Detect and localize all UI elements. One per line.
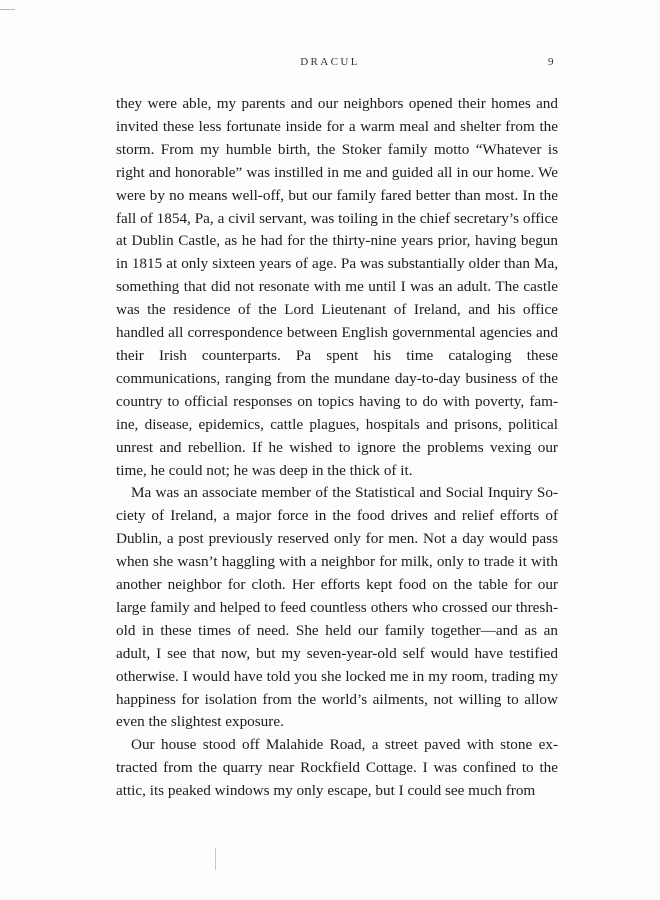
paragraph-3: Our house stood off Malahide Road, a street paved with stone extracted from the quarry near Rockfield Cottage. I was confined to the attic, its peaked windows my only escape, but I could see much from (116, 736, 558, 800)
book-title: DRACUL (300, 56, 360, 68)
scan-corner-mark (0, 9, 15, 10)
paragraph-1: they were able, my parents and our neighbors opened their homes and invited these less fortunate inside for a warm meal and shelter from the storm. From my humble birth, the Stoker family motto “Whatever is right and honorable” was instilled in me and guided all in our home. We were by no means well-off, but our family fared better than most. In the fall of 1854, Pa, a civil servant, was toiling in the chief secretary’s office at Dublin Castle, as he had for the thirty-nine years prior, having begun in 1815 at only sixteen years of age. Pa was substantially older than Ma, something that did not resonate with me until I was an adult. The castle was the residence of the Lord Lieutenant of Ireland, and his office handled all correspondence between English governmental agencies and their Irish counterparts. Pa spent his time cataloging these communications, ranging from the mundane day-to-day business of the country to official responses on topics having to do with poverty, famine, disease, epidemics, cattle plagues, hospitals and prisons, political unrest and rebellion. If he wished to ignore the problems vexing our time, he could not; he was deep in the thick of it. (116, 95, 558, 479)
scan-bleed-mark (215, 848, 216, 870)
body-text (116, 93, 558, 803)
page-number: 9 (548, 56, 554, 68)
running-header (0, 52, 660, 72)
paragraph-2: Ma was an associate member of the Statistical and Social Inquiry Society of Ireland, a major force in the food drives and relief efforts of Dublin, a post previously reserved only for men. Not a day would pass when she wasn’t haggling with a neighbor for milk, only to trade it with another neighbor for cloth. Her efforts kept food on the table for our large family and helped to feed countless others who crossed our threshold in these times of need. She held our family together—and as an adult, I see that now, but my seven-year-old self would have testified otherwise. I would have told you she locked me in my room, trading my happiness for isolation from the world’s ailments, not willing to allow even the slightest exposure. (116, 484, 558, 731)
